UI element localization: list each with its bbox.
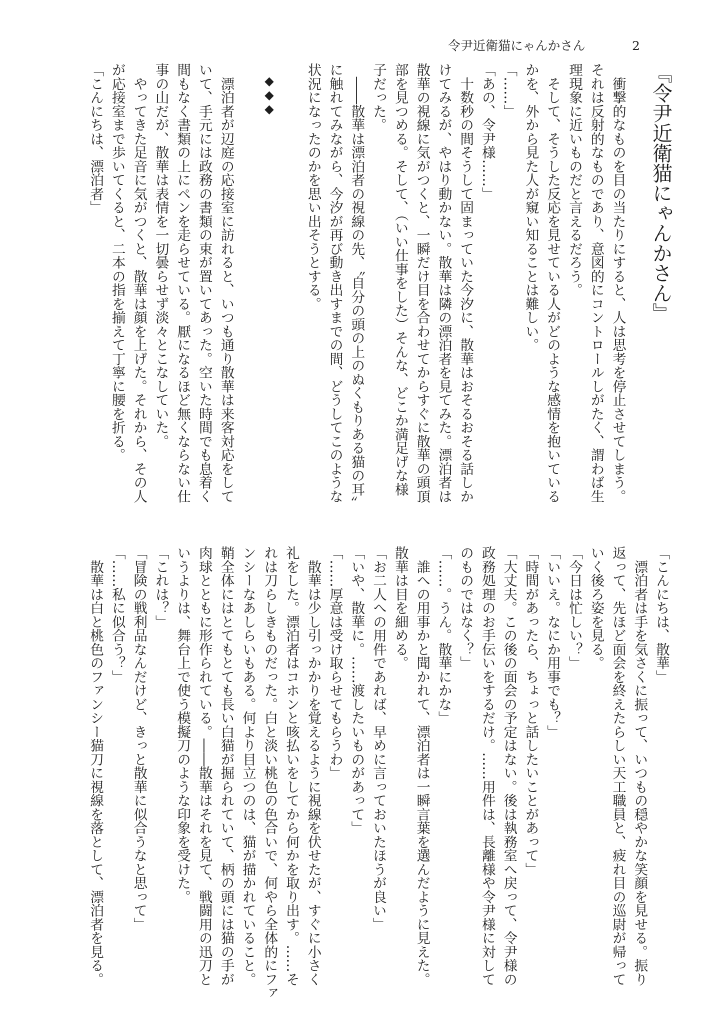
text-column: 「お二人への用件であれば、早めに言っておいたほうが良い」 — [370, 546, 387, 931]
text-column: ンシーなあしらいもある。何より目立つのは、猫が描かれていること。 — [239, 546, 256, 986]
lower-tier-columns — [83, 546, 671, 1000]
text-column: が応接室まで歩いてくると、二本の指を揃えて丁寧に腰を折る。 — [108, 63, 125, 462]
story-title: 『令尹近衛猫にゃんかさん』 — [649, 63, 673, 323]
blank-column — [627, 63, 649, 504]
running-header-title: 令尹近衛猫にゃんかさん — [448, 38, 586, 53]
text-column: 十数秒の間そうして固まっていた今汐に、散華はおそるおそる話しか — [457, 63, 474, 503]
upper-tier-columns — [83, 63, 649, 510]
text-column: 「……。うん。散華にかな」 — [435, 546, 452, 725]
text-column: 衝撃的なものを目の当たりにすると、人は思考を停止させてしまう。 — [609, 63, 626, 503]
text-column: 「……厚意は受け取らせてもらうわ」 — [326, 546, 343, 780]
text-column: いて、手元には政務の書類の束が置いてあった。空いた時間でも息着く — [195, 63, 212, 503]
text-column: 散華は少し引っかかりを覚えるように視線を伏せたが、すぐに小さく — [304, 546, 321, 986]
section-separator: ◆◆◆ — [262, 74, 277, 116]
text-column: ――散華は漂泊者の視線の先、〝自分の頭の上のぬくもりある猫の耳〟 — [348, 63, 365, 510]
text-column: 「こんにちは、散華」 — [653, 546, 669, 684]
text-column: 「いいえ。なにか用事でも？」 — [544, 546, 561, 739]
text-column: 肉球とともに形作られている。――散華はそれを見て、戦闘用の迅刀と — [195, 546, 212, 986]
text-column: 理現象に近いものだと言えるだろう。 — [565, 63, 582, 297]
text-column: 「冒険の戦利品なんだけど、きっと散華に似合うなと思って」 — [130, 546, 147, 931]
text-column: そして、そうした反応を見せている人がどのような感情を抱いている — [544, 63, 561, 503]
text-column: 散華の視線に気がつくと、一瞬だけ目を合わせてからすぐに散華の頭頂 — [413, 63, 430, 503]
text-column: 部を見つめる。そして、（いい仕事をした）そんな、どこか満足げな様 — [391, 63, 408, 497]
text-column: れは刀らしきものだった。白と淡い桃色の色合いで、何やら全体的にファ — [261, 546, 278, 1000]
text-column: 散華は白と桃色のファンシー猫刀に視線を落として、漂泊者を見る。 — [87, 546, 104, 986]
text-column: のものではなく？」 — [457, 546, 474, 670]
text-column: いく後ろ姿を見る。 — [587, 546, 604, 670]
text-column: それは反射的なものであり、意図的にコントロールしがたく、謂わば生 — [587, 63, 604, 503]
text-column: かを、外から見た人が窺い知ることは難しい。 — [522, 63, 539, 352]
text-column: やってきた足音に気がつくと、散華は顔を上げた。それから、その人 — [130, 63, 147, 503]
text-column: 返って、先ほど面会を終えたらしい天工職員と、疲れ目の巡尉が帰って — [609, 546, 626, 986]
text-column: 礼をした。漂泊者はコホンと咳払いをしてから何かを取り出す。……そ — [282, 546, 299, 986]
text-column: 「あの、令尹様……」 — [478, 63, 495, 201]
text-column: 政務処理のお手伝いをするだけ。……用件は、長離様や令尹様に対して — [478, 546, 495, 986]
text-column: 「こんにちは、漂泊者」 — [87, 63, 104, 215]
text-column: 「……私に似合う？」 — [108, 546, 125, 684]
text-column: 状況になったのかを思い出そうとする。 — [304, 63, 321, 311]
text-column: 事の山だが、散華は表情を一切曇らせず淡々とこなしていた。 — [152, 63, 169, 448]
text-column: 鞘全体にはとてもとても長い白猫が掘られていて、柄の頭には猫の手が — [217, 546, 234, 986]
blank-column — [236, 63, 258, 504]
text-column: 散華は目を細める。 — [391, 546, 408, 670]
lower-tier — [83, 546, 671, 1000]
text-column: 「これは？」 — [152, 546, 169, 629]
text-column: 「今日は忙しい？」 — [565, 546, 582, 670]
text-column: 子だった。 — [370, 63, 387, 132]
page-number: 2 — [632, 38, 640, 53]
text-column: 間もなく書類の上にペンを走らせている。厭になるほど無くならない仕 — [174, 63, 191, 503]
text-column: 「時間があったら、ちょっと話したいことがあって」 — [522, 546, 539, 876]
text-column: に触れてみながら、今汐が再び動き出すまでの間、どうしてこのような — [326, 63, 343, 503]
text-column: 「大丈夫。この後の面会の予定はない。後は執務室へ戻って、令尹様の — [500, 546, 517, 986]
text-column: 「……」 — [500, 63, 517, 118]
text-column: 誰への用事かと聞かれて、漂泊者は一瞬言葉を選んだように見えた。 — [413, 546, 430, 986]
text-column: 漂泊者は手を気さくに振って、いつもの穏やかな笑顔を見せる。振り — [631, 546, 648, 986]
blank-column — [279, 63, 301, 504]
upper-tier — [83, 63, 673, 510]
text-column: 「いや、散華に。……渡したいものがあって」 — [348, 546, 365, 835]
text-column: けてみるが、やはり動かない。散華は隣の漂泊者を見てみた。漂泊者は — [435, 63, 452, 503]
text-column: いうよりは、舞台上で使う模擬刀のような印象を受けた。 — [174, 546, 191, 904]
text-column: 漂泊者が辺庭の応接室に訪れると、いつも通り散華は来客対応をして — [217, 63, 234, 503]
